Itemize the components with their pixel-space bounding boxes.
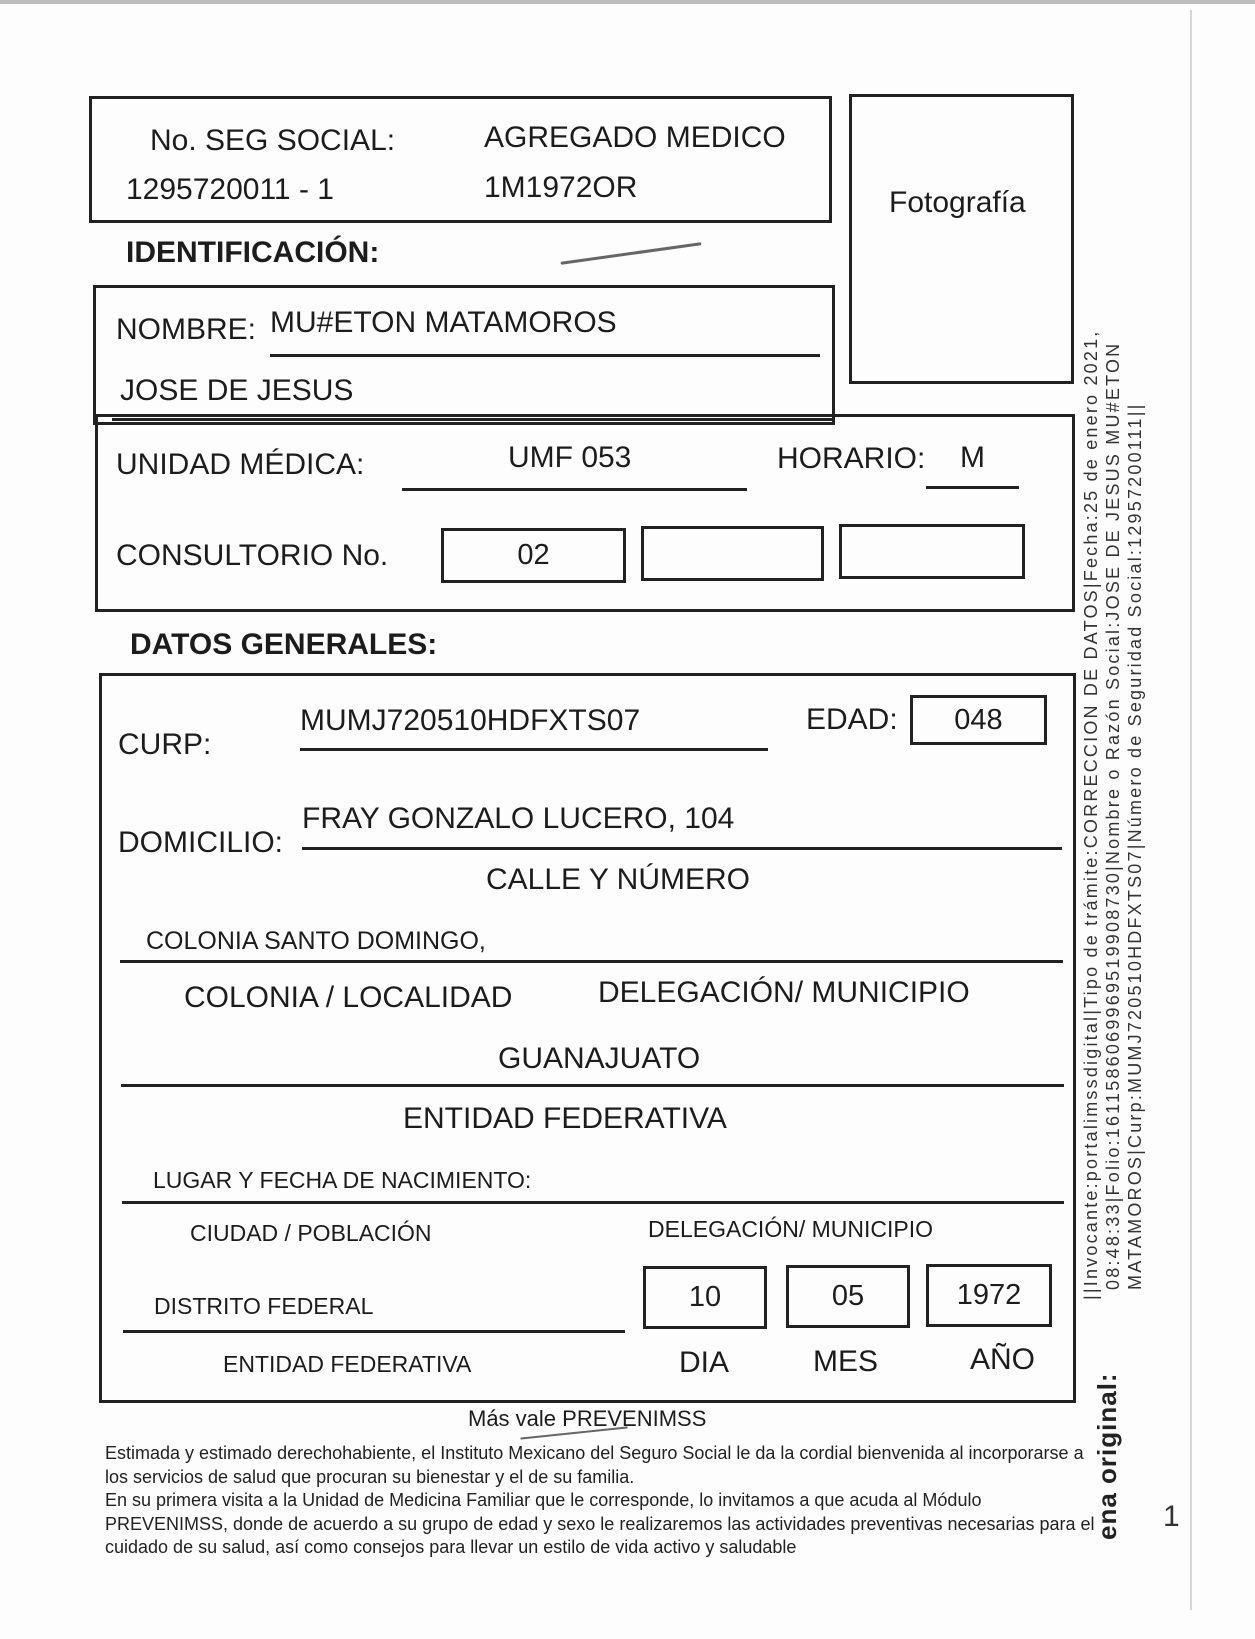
unidad-underline xyxy=(402,488,747,491)
nacimiento-label: LUGAR Y FECHA DE NACIMIENTO: xyxy=(153,1167,532,1193)
delegacion-caption: DELEGACIÓN/ MUNICIPIO xyxy=(598,976,970,1009)
nacimiento-underline xyxy=(122,1201,1064,1204)
entidad-caption: ENTIDAD FEDERATIVA xyxy=(403,1102,727,1135)
edad-label: EDAD: xyxy=(806,703,898,736)
page-fold-line xyxy=(1190,10,1192,1610)
colonia-underline xyxy=(120,960,1063,963)
horario-value: M xyxy=(960,441,985,474)
datos-generales-title: DATOS GENERALES: xyxy=(130,628,438,661)
nac-entidad-underline xyxy=(123,1330,625,1333)
ciudad-caption: CIUDAD / POBLACIÓN xyxy=(190,1220,432,1246)
welcome-paragraph-1: Estimada y estimado derechohabiente, el Instituto Mexicano del Seguro Social le da la cordial bienvenida al incorporarse a los servicios de salud que procuran su bienestar y el de su familia. xyxy=(105,1443,1084,1487)
nac-entidad-caption: ENTIDAD FEDERATIVA xyxy=(223,1351,472,1377)
entidad-value: GUANAJUATO xyxy=(498,1042,701,1075)
consultorio-cell-2 xyxy=(641,526,824,581)
calle-underline xyxy=(302,847,1062,850)
horario-underline xyxy=(926,486,1019,489)
apellidos-value: MU#ETON MATAMOROS xyxy=(270,306,617,339)
pen-mark xyxy=(560,242,701,265)
agregado-value: 1M1972OR xyxy=(484,171,638,204)
consultorio-cell-1: 02 xyxy=(441,528,626,583)
identificacion-title: IDENTIFICACIÓN: xyxy=(126,236,380,269)
mes-cell: 05 xyxy=(786,1265,910,1328)
welcome-paragraph-2: En su primera visita a la Unidad de Medicina Familiar que le corresponde, lo invitamos a que acuda al Módulo PREVENIMSS, donde de acuerdo a su grupo de edad y sexo le realizaremos las actividades preventivas necesarias para el cuidado de su salud, así como consejos para llevar un estilo de vida activo y saludable xyxy=(105,1490,1095,1557)
nac-entidad-value: DISTRITO FEDERAL xyxy=(154,1293,374,1319)
horario-label: HORARIO: xyxy=(777,442,926,475)
stamp-line-3: MATAMOROS|Curp:MUMJ720510HDFXTS07|Número de Seguridad Social:12957200111|| xyxy=(1125,402,1145,1290)
apellidos-underline xyxy=(270,354,820,357)
colonia-value: COLONIA SANTO DOMINGO, xyxy=(146,927,486,955)
slogan: Más vale PREVENIMSS xyxy=(468,1406,707,1431)
curp-value: MUMJ720510HDFXTS07 xyxy=(300,704,641,737)
curp-underline xyxy=(300,748,768,751)
stamp-line-2: 08:48:33|Folio:1611586069969519908730|Nombre o Razón Social:JOSE DE JESUS MU#ETON xyxy=(1103,341,1123,1290)
agregado-label: AGREGADO MEDICO xyxy=(484,121,786,154)
nss-value: 1295720011 - 1 xyxy=(126,173,334,206)
photo-box xyxy=(849,94,1074,384)
anio-caption: AÑO xyxy=(970,1343,1036,1376)
consultorio-cell-3 xyxy=(839,524,1025,579)
entidad-underline xyxy=(121,1084,1064,1087)
calle-caption: CALLE Y NÚMERO xyxy=(486,863,750,896)
curp-label: CURP: xyxy=(118,728,212,761)
scan-edge xyxy=(0,0,1255,4)
anio-cell: 1972 xyxy=(926,1264,1052,1327)
nss-label: No. SEG SOCIAL: xyxy=(150,124,396,157)
edad-value: 048 xyxy=(910,695,1047,745)
stamp-caption: ena original: xyxy=(1092,1372,1122,1540)
nac-delegacion-caption: DELEGACIÓN/ MUNICIPIO xyxy=(648,1216,933,1242)
nombres-value: JOSE DE JESUS xyxy=(120,374,354,407)
colonia-caption: COLONIA / LOCALIDAD xyxy=(184,981,513,1014)
nombre-label: NOMBRE: xyxy=(116,313,257,346)
stamp-line-1: ||Invocante:portalimssdigital|Tipo de trámite:CORRECCION DE DATOS|Fecha:25 de enero 2021, xyxy=(1081,329,1101,1300)
dia-cell: 10 xyxy=(643,1266,767,1329)
dia-caption: DIA xyxy=(679,1346,730,1379)
mes-caption: MES xyxy=(813,1345,879,1378)
welcome-text xyxy=(105,1442,1105,1560)
unidad-top-rule xyxy=(112,418,832,421)
unidad-label: UNIDAD MÉDICA: xyxy=(116,448,365,481)
page-number: 1 xyxy=(1163,1500,1180,1533)
consultorio-label: CONSULTORIO No. xyxy=(116,539,389,572)
unidad-value: UMF 053 xyxy=(508,441,632,474)
domicilio-label: DOMICILIO: xyxy=(118,826,284,859)
photo-label: Fotografía xyxy=(889,186,1026,219)
calle-value: FRAY GONZALO LUCERO, 104 xyxy=(302,802,735,835)
